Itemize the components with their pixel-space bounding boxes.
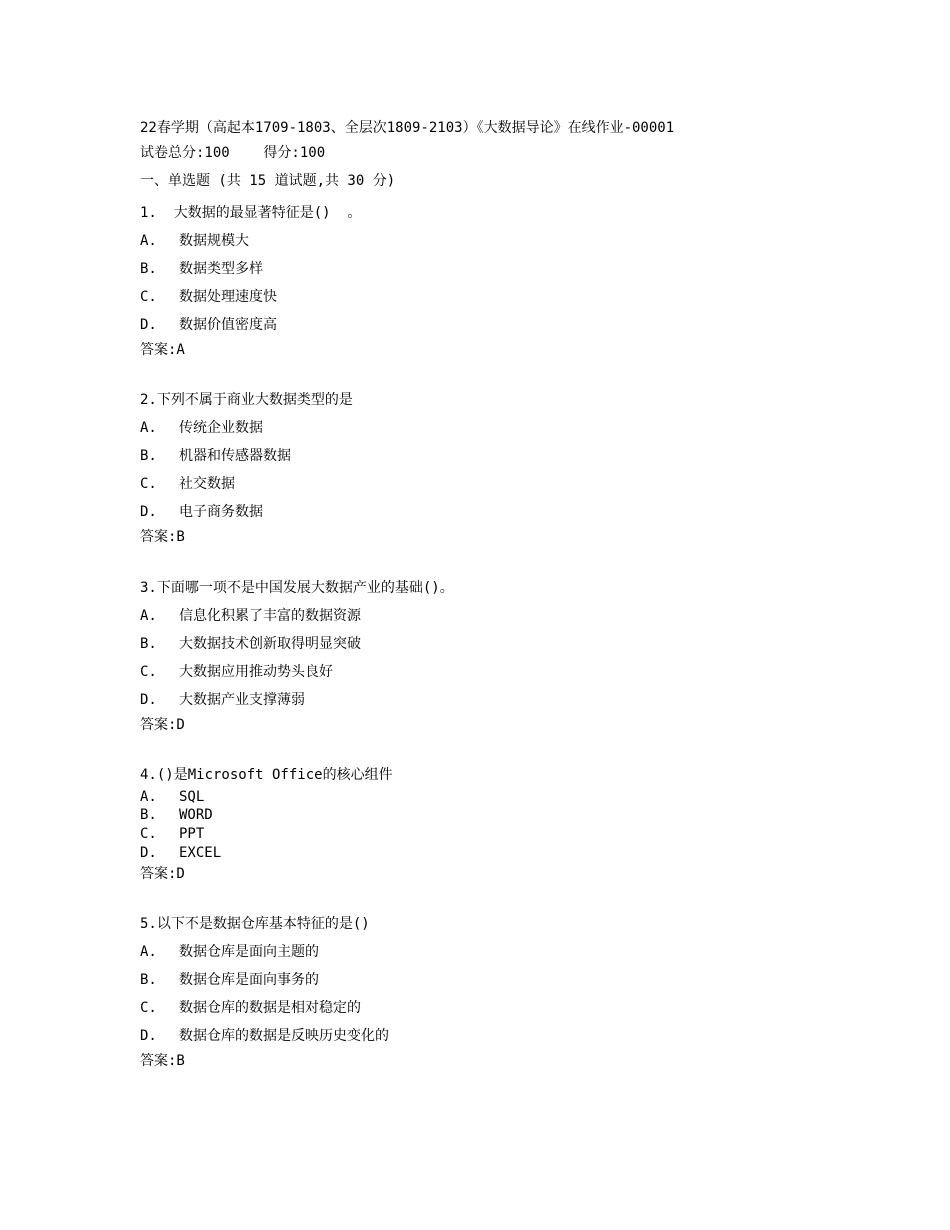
question-option — [140, 419, 263, 437]
question-option — [140, 232, 249, 250]
option-letter: C. — [140, 289, 157, 305]
question-option — [140, 691, 305, 709]
option-letter: A. — [140, 233, 157, 249]
question-option — [140, 825, 204, 843]
question-answer: 答案:B — [140, 1053, 185, 1069]
option-text: 数据类型多样 — [179, 261, 263, 277]
question-stem: 2.下列不属于商业大数据类型的是 — [140, 392, 353, 408]
option-text: 传统企业数据 — [179, 420, 263, 436]
option-letter: B. — [140, 972, 157, 988]
question-option — [140, 475, 235, 493]
question-stem: 3.下面哪一项不是中国发展大数据产业的基础()。 — [140, 580, 454, 596]
option-letter: D. — [140, 504, 157, 520]
option-letter: A. — [140, 789, 157, 805]
question-option — [140, 503, 263, 521]
option-letter: D. — [140, 317, 157, 333]
option-letter: C. — [140, 664, 157, 680]
option-letter: D. — [140, 1028, 157, 1044]
option-letter: B. — [140, 807, 157, 823]
question-option — [140, 788, 204, 806]
option-text: 数据规模大 — [179, 233, 249, 249]
option-text: 大数据产业支撑薄弱 — [179, 692, 305, 708]
question-option — [140, 447, 291, 465]
question-option — [140, 943, 319, 961]
question-answer: 答案:D — [140, 866, 185, 882]
question-option — [140, 288, 277, 306]
question-option — [140, 1027, 389, 1045]
option-letter: B. — [140, 636, 157, 652]
option-text: PPT — [179, 826, 205, 842]
option-text: 数据仓库的数据是反映历史变化的 — [179, 1028, 389, 1044]
option-letter: C. — [140, 826, 157, 842]
option-text: 机器和传感器数据 — [179, 448, 291, 464]
option-text: SQL — [179, 789, 205, 805]
question-option — [140, 971, 319, 989]
document-title: 22春学期（高起本1709-1803、全层次1809-2103）《大数据导论》在线作业-00001 — [140, 120, 675, 136]
option-text: 数据价值密度高 — [179, 317, 277, 333]
question-option — [140, 635, 361, 653]
option-text: 大数据技术创新取得明显突破 — [179, 636, 361, 652]
option-text: 电子商务数据 — [179, 504, 263, 520]
option-text: EXCEL — [179, 845, 222, 861]
score-line: 试卷总分:100 得分:100 — [140, 145, 326, 161]
question-answer: 答案:A — [140, 342, 185, 358]
question-answer: 答案:D — [140, 717, 185, 733]
option-letter: C. — [140, 476, 157, 492]
option-text: WORD — [179, 807, 213, 823]
option-text: 数据仓库的数据是相对稳定的 — [179, 1000, 361, 1016]
option-letter: D. — [140, 845, 157, 861]
option-text: 信息化积累了丰富的数据资源 — [179, 608, 361, 624]
question-option — [140, 316, 277, 334]
option-letter: D. — [140, 692, 157, 708]
option-letter: A. — [140, 608, 157, 624]
question-stem: 4.()是Microsoft Office的核心组件 — [140, 767, 393, 783]
option-text: 数据处理速度快 — [179, 289, 277, 305]
question-option — [140, 607, 361, 625]
option-text: 大数据应用推动势头良好 — [179, 664, 333, 680]
question-option — [140, 844, 221, 862]
question-option — [140, 260, 263, 278]
option-letter: A. — [140, 420, 157, 436]
question-option — [140, 663, 333, 681]
option-letter: A. — [140, 944, 157, 960]
section-heading: 一、单选题 (共 15 道试题,共 30 分) — [140, 173, 396, 189]
option-letter: C. — [140, 1000, 157, 1016]
question-option — [140, 999, 361, 1017]
option-letter: B. — [140, 261, 157, 277]
question-stem: 5.以下不是数据仓库基本特征的是() — [140, 916, 370, 932]
option-text: 数据仓库是面向主题的 — [179, 944, 319, 960]
question-answer: 答案:B — [140, 529, 185, 545]
option-letter: B. — [140, 448, 157, 464]
question-stem: 1. 大数据的最显著特征是() 。 — [140, 205, 362, 221]
option-text: 社交数据 — [179, 476, 235, 492]
question-option — [140, 806, 213, 824]
option-text: 数据仓库是面向事务的 — [179, 972, 319, 988]
